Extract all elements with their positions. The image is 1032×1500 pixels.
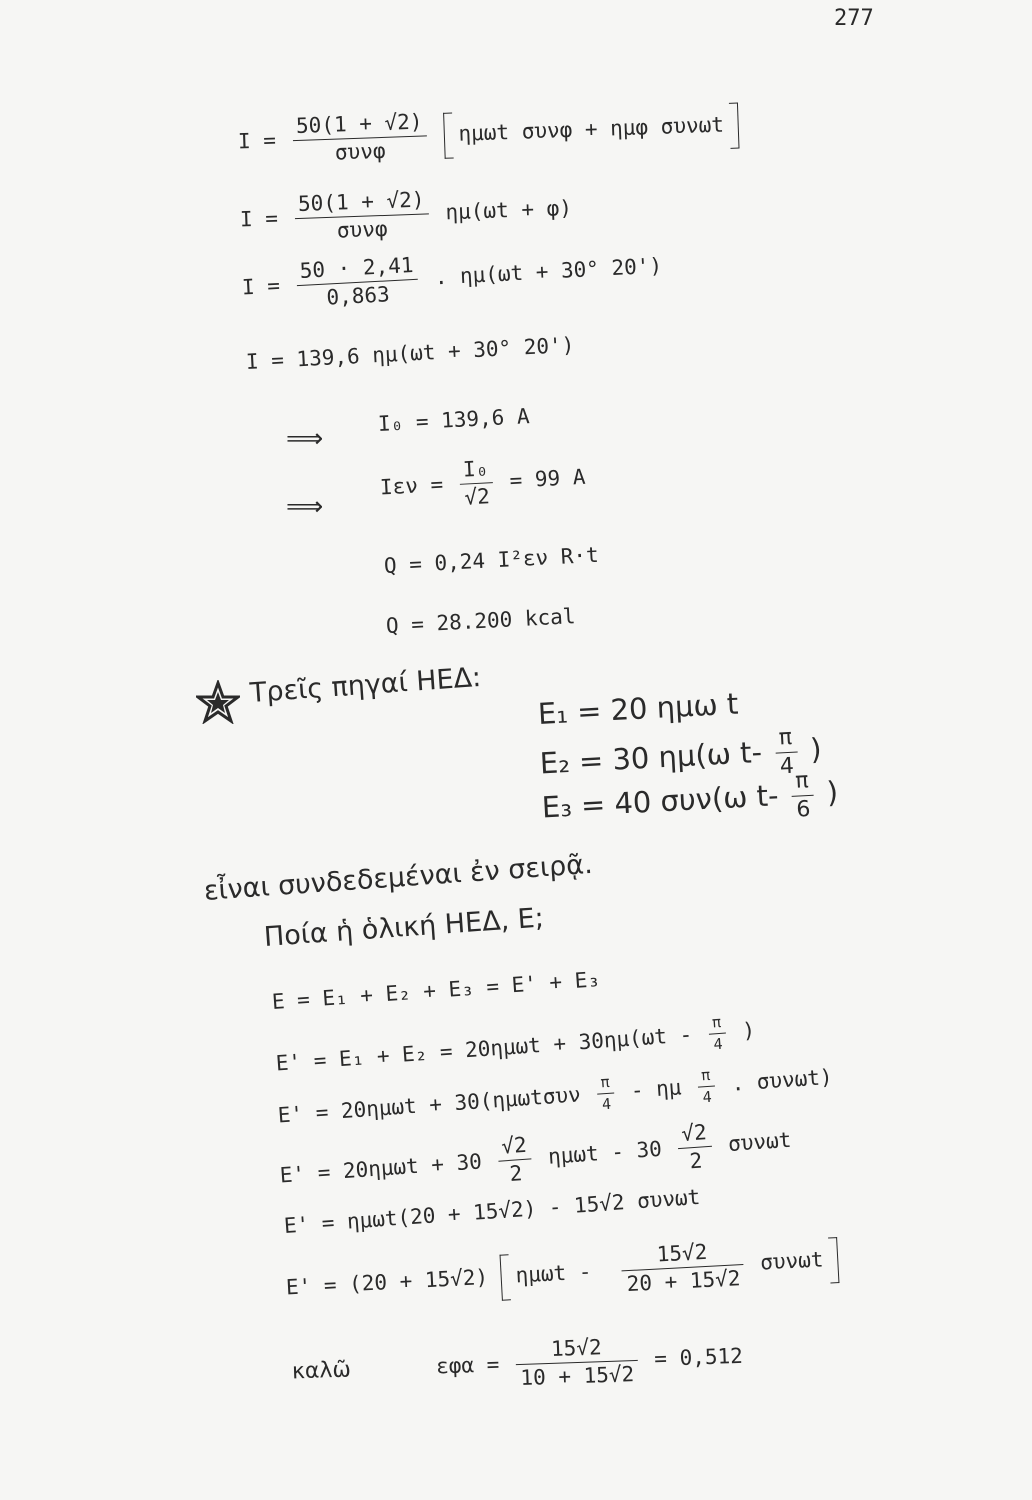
eq-sum-5: E' = ημωt(20 + 15√2) - 15√2 συνωt bbox=[283, 1184, 702, 1238]
page-number: 277 bbox=[834, 6, 874, 31]
eq-tangent: καλῶ εφα = $\frac{15√2}{10 + 15√2}$ = 0,512 bbox=[291, 1335, 744, 1391]
eq-sum-2: E' = E₁ + E₂ = 20ημωt + 30ημ(ωt - $\frac{\pi}{4}$ ) bbox=[275, 1012, 756, 1076]
eq-current-3: I = $\frac{50 \cdot 2,41}{0,863}$ . ημ(ωt + 30° 20') bbox=[241, 253, 663, 310]
implies-arrow: ⟹ bbox=[286, 424, 324, 454]
eq-sum-4: E' = 20ημωt + 30 $\frac{√2}{2}$ ημωt - 30 $\frac{√2}{2}$ συνωt bbox=[279, 1120, 793, 1188]
sources-heading: Τρεῖς πηγαί ΗΕΔ: bbox=[248, 661, 483, 709]
emf-e3: E₃ = 40 συν(ω t- $\frac{\pi}{6}$ ) bbox=[541, 768, 839, 825]
eq-current-4: I = 139,6 ημ(ωt + 30° 20') bbox=[245, 332, 575, 374]
eq-sum-1: E = E₁ + E₂ + E₃ = E' + E₃ bbox=[271, 967, 601, 1014]
eq-sum-3: E' = 20ημωt + 30(ημωtσυν $\frac{\pi}{4}$ - ημ $\frac{\pi}{4}$ . συνωt) bbox=[277, 1064, 834, 1128]
eq-heat-2: Q = 28.200 kcal bbox=[385, 604, 576, 638]
eq-sum-6: E' = (20 + 15√2) ημωt - $\frac{15√2}{20 + 15√2}$ συνωt bbox=[285, 1235, 840, 1313]
implies-arrow: ⟹ bbox=[286, 492, 324, 522]
eq-current-1: I = $\frac{50(1 + √2)}{\text{συνφ}}$ ημωt συνφ + ημφ συνωt bbox=[237, 101, 740, 167]
emf-e1: E₁ = 20 ημω t bbox=[537, 686, 740, 731]
eq-rms-current: Iεν = $\frac{\text{I₀}}{√2}$ = 99 A bbox=[379, 456, 586, 510]
eq-peak-current: I₀ = 139,6 A bbox=[377, 404, 531, 436]
eq-heat-1: Q = 0,24 I²εν R·t bbox=[383, 542, 600, 578]
total-emf-question: Ποία ἡ ὁλική ΗΕΔ, E; bbox=[262, 902, 545, 953]
star-icon bbox=[196, 680, 240, 724]
series-statement: εἶναι συνδεδεμέναι ἐν σειρᾷ. bbox=[202, 848, 594, 907]
eq-current-2: I = $\frac{50(1 + √2)}{\text{συνφ}}$ ημ(ωt + φ) bbox=[239, 187, 573, 243]
emf-e2: E₂ = 30 ημ(ω t- $\frac{\pi}{4}$ ) bbox=[539, 724, 823, 781]
